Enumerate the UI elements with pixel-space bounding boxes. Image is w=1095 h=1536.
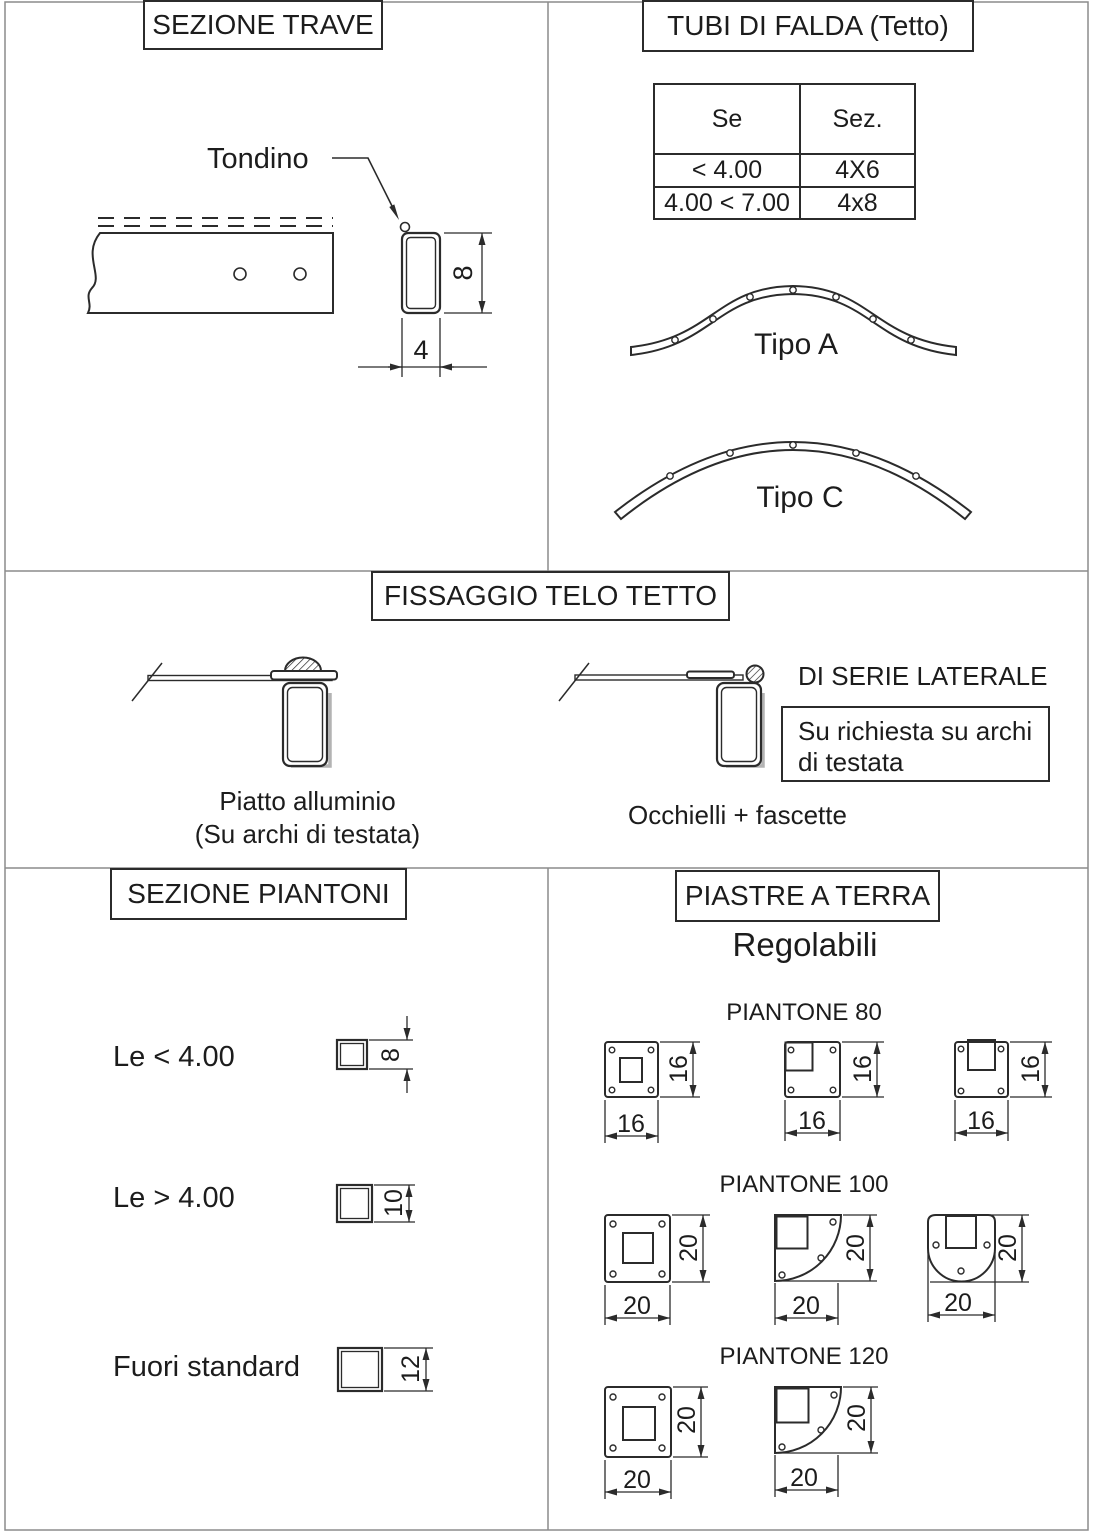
falda-table [653, 83, 916, 220]
dim-label-post-8: 8 [377, 1048, 405, 1062]
falda-table-cell: < 4.00 [655, 155, 801, 188]
note-box [781, 706, 1050, 782]
arc-label-tipo-c: Tipo C [756, 481, 844, 514]
group-label-piantone-100: PIANTONE 100 [719, 1171, 889, 1198]
dim-label-100: 20 [994, 1234, 1022, 1262]
dim-label-80: 16 [798, 1107, 826, 1135]
post-square-8 [337, 1040, 367, 1069]
dim-label-100: 20 [675, 1234, 703, 1262]
arch-tube-outer [283, 683, 327, 766]
post-square-10 [337, 1185, 372, 1222]
dim-label-120: 20 [790, 1464, 818, 1492]
break-tick [132, 663, 162, 701]
break-tick [559, 663, 589, 701]
caption-piatto-line1: Piatto alluminio [219, 786, 396, 816]
dim-label-80: 16 [849, 1055, 877, 1083]
panel-title-piastre-a-terra: PIASTRE A TERRA [675, 870, 940, 922]
dim-label-100: 20 [792, 1292, 820, 1320]
strap-fascetta [687, 672, 734, 679]
dim-label-100: 20 [944, 1289, 972, 1317]
dim-label-80: 16 [967, 1107, 995, 1135]
caption-occhielli: Occhielli + fascette [628, 800, 847, 830]
piantoni-row-label-1: Le < 4.00 [113, 1041, 235, 1073]
piantoni-row-label-2: Le > 4.00 [113, 1182, 235, 1214]
falda-table-header-se: Se [655, 85, 801, 155]
dim-label-100: 20 [623, 1292, 651, 1320]
dim-label-80: 16 [665, 1055, 693, 1083]
dim-label-trave-width: 4 [413, 335, 429, 365]
panel-title-sezione-piantoni: SEZIONE PIANTONI [110, 868, 407, 920]
eyelet-occhiello [747, 666, 764, 683]
panel-title-tubi-di-falda: TUBI DI FALDA (Tetto) [642, 0, 974, 52]
plate-80-center [605, 1042, 658, 1097]
falda-table-cell: 4.00 < 7.00 [655, 188, 801, 218]
beam-outline [88, 233, 333, 313]
group-label-piantone-120: PIANTONE 120 [719, 1343, 889, 1370]
dim-label-post-12: 12 [397, 1355, 425, 1383]
note-line1: Su richiesta su archi [798, 716, 1033, 746]
leader-arrowhead [389, 204, 399, 220]
aluminium-flat-bar [271, 671, 337, 680]
dim-label-80: 16 [617, 1110, 645, 1138]
falda-table-cell: 4x8 [837, 188, 878, 217]
dim-label-100: 20 [842, 1234, 870, 1262]
panel-title-sezione-trave: SEZIONE TRAVE [143, 0, 383, 50]
dim-label-post-10: 10 [380, 1189, 408, 1217]
dim-label-80: 16 [1017, 1055, 1045, 1083]
note-line2: di testata [798, 747, 904, 777]
fixing-plate-drawing [132, 658, 337, 767]
fixing-eyelet-drawing [559, 663, 764, 766]
tube-section-outer [402, 233, 440, 313]
tondino-label: Tondino [207, 143, 309, 175]
piantoni-row-label-3: Fuori standard [113, 1351, 300, 1383]
tondino-leader-line [332, 158, 392, 206]
falda-table-header-sez: Sez. [801, 85, 914, 155]
dim-label-120: 20 [623, 1466, 651, 1494]
group-label-piantone-80: PIANTONE 80 [726, 999, 882, 1026]
dim-label-trave-height: 8 [448, 265, 478, 281]
caption-piatto-line2: (Su archi di testata) [194, 819, 421, 849]
arc-label-tipo-a: Tipo A [754, 328, 838, 361]
tondino-rod [401, 223, 410, 232]
piastre-subtitle: Regolabili [732, 926, 878, 963]
arch-tube-outer [717, 683, 761, 766]
falda-table-cell: 4X6 [801, 155, 914, 188]
panel-title-fissaggio: FISSAGGIO TELO TETTO [371, 571, 730, 621]
post-square-12 [338, 1348, 382, 1391]
side-label-di-serie: DI SERIE LATERALE [798, 661, 1048, 691]
dim-label-120: 20 [673, 1406, 701, 1434]
screw-head [285, 658, 321, 672]
dim-label-120: 20 [843, 1404, 871, 1432]
